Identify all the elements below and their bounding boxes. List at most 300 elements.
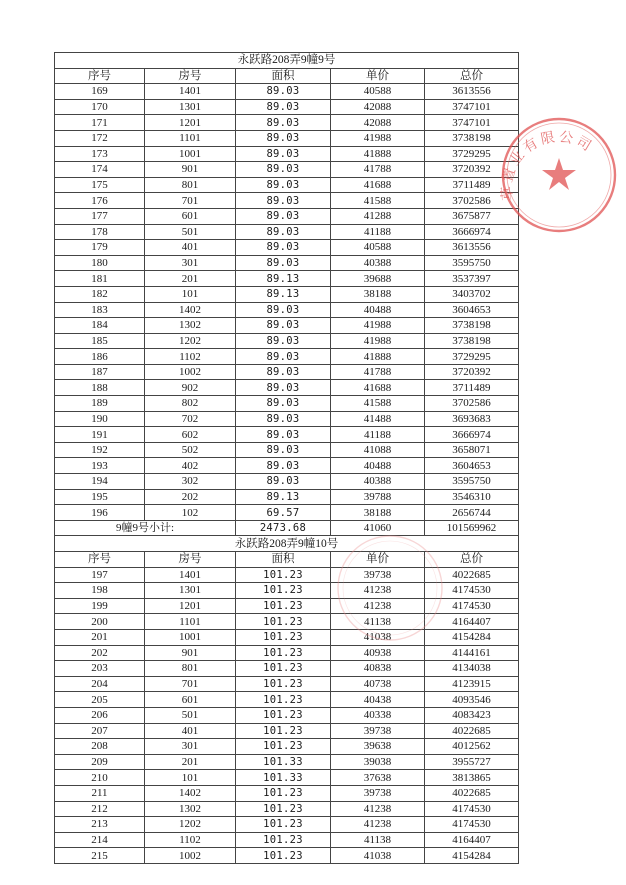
table-cell: 101.23: [236, 676, 331, 692]
table-row: [55, 474, 519, 490]
table-cell: 3604653: [425, 458, 519, 474]
table-cell: 401: [145, 723, 236, 739]
table-cell: 89.03: [236, 333, 331, 349]
section-title: 永跃路208弄9幢10号: [55, 536, 519, 552]
table-cell: 202: [145, 489, 236, 505]
table-cell: 1101: [145, 614, 236, 630]
table-cell: 188: [55, 380, 145, 396]
table-cell: 89.03: [236, 177, 331, 193]
table-cell: 1002: [145, 848, 236, 864]
table-cell: 902: [145, 380, 236, 396]
table-cell: 200: [55, 614, 145, 630]
table-cell: 301: [145, 255, 236, 271]
table-cell: 4154284: [425, 848, 519, 864]
table-cell: 1402: [145, 785, 236, 801]
table-cell: 89.03: [236, 442, 331, 458]
table-cell: 4134038: [425, 661, 519, 677]
table-cell: 3403702: [425, 286, 519, 302]
table-cell: 89.03: [236, 162, 331, 178]
table-cell: 89.03: [236, 193, 331, 209]
table-cell: 101.33: [236, 770, 331, 786]
table-cell: 175: [55, 177, 145, 193]
column-header: 房号: [145, 552, 236, 568]
table-cell: 1301: [145, 583, 236, 599]
table-row: [55, 84, 519, 100]
table-cell: 102: [145, 505, 236, 521]
table-cell: 202: [55, 645, 145, 661]
table-cell: 901: [145, 162, 236, 178]
table-cell: 501: [145, 224, 236, 240]
subtotal-total: 101569962: [425, 520, 519, 536]
table-cell: 41038: [331, 848, 425, 864]
section-title-row: [55, 536, 519, 552]
table-cell: 178: [55, 224, 145, 240]
table-cell: 701: [145, 193, 236, 209]
table-cell: 101.23: [236, 645, 331, 661]
table-cell: 1402: [145, 302, 236, 318]
table-cell: 302: [145, 474, 236, 490]
table-cell: 189: [55, 396, 145, 412]
column-header: 总价: [425, 68, 519, 84]
table-cell: 41788: [331, 364, 425, 380]
table-row: [55, 661, 519, 677]
seal-text-path: 草置业有限公司: [499, 129, 597, 201]
table-cell: 402: [145, 458, 236, 474]
table-cell: 101.23: [236, 629, 331, 645]
table-cell: 194: [55, 474, 145, 490]
header-row: [55, 68, 519, 84]
table-cell: 182: [55, 286, 145, 302]
table-row: [55, 333, 519, 349]
table-cell: 193: [55, 458, 145, 474]
table-cell: 101.23: [236, 692, 331, 708]
table-cell: 41688: [331, 380, 425, 396]
table-cell: 212: [55, 801, 145, 817]
section-title-row: [55, 53, 519, 69]
table-row: [55, 489, 519, 505]
table-cell: 215: [55, 848, 145, 864]
table-row: [55, 739, 519, 755]
table-cell: 101.23: [236, 567, 331, 583]
table-cell: 101.23: [236, 848, 331, 864]
table-cell: 41588: [331, 193, 425, 209]
table-row: [55, 598, 519, 614]
table-cell: 101.23: [236, 785, 331, 801]
table-cell: 101.23: [236, 614, 331, 630]
table-cell: 901: [145, 645, 236, 661]
table-row: [55, 318, 519, 334]
table-cell: 208: [55, 739, 145, 755]
table-cell: 37638: [331, 770, 425, 786]
column-header: 面积: [236, 68, 331, 84]
table-cell: 602: [145, 427, 236, 443]
table-cell: 4093546: [425, 692, 519, 708]
price-table: [54, 52, 519, 864]
table-cell: 3747101: [425, 99, 519, 115]
table-row: [55, 177, 519, 193]
table-cell: 41988: [331, 130, 425, 146]
table-cell: 3738198: [425, 318, 519, 334]
table-row: [55, 286, 519, 302]
table-cell: 501: [145, 707, 236, 723]
table-row: [55, 193, 519, 209]
table-cell: 3711489: [425, 177, 519, 193]
table-row: [55, 817, 519, 833]
table-cell: 187: [55, 364, 145, 380]
table-cell: 183: [55, 302, 145, 318]
table-cell: 42088: [331, 99, 425, 115]
table-cell: 210: [55, 770, 145, 786]
table-cell: 3666974: [425, 224, 519, 240]
table-cell: 89.03: [236, 130, 331, 146]
table-cell: 39738: [331, 785, 425, 801]
star-icon: [542, 158, 576, 190]
table-cell: 89.03: [236, 255, 331, 271]
table-cell: 39688: [331, 271, 425, 287]
table-cell: 3693683: [425, 411, 519, 427]
table-cell: 101.23: [236, 832, 331, 848]
table-cell: 186: [55, 349, 145, 365]
table-cell: 204: [55, 676, 145, 692]
table-cell: 1302: [145, 801, 236, 817]
column-header: 面积: [236, 552, 331, 568]
table-cell: 40588: [331, 240, 425, 256]
table-cell: 41488: [331, 411, 425, 427]
table-cell: 41588: [331, 396, 425, 412]
table-cell: 201: [145, 754, 236, 770]
table-cell: 203: [55, 661, 145, 677]
table-cell: 89.03: [236, 474, 331, 490]
table-cell: 41138: [331, 832, 425, 848]
subtotal-price: 41060: [331, 520, 425, 536]
table-cell: 41188: [331, 224, 425, 240]
table-cell: 39738: [331, 723, 425, 739]
table-cell: 41888: [331, 146, 425, 162]
table-row: [55, 396, 519, 412]
table-cell: 89.03: [236, 99, 331, 115]
table-cell: 39638: [331, 739, 425, 755]
table-row: [55, 629, 519, 645]
table-cell: 172: [55, 130, 145, 146]
table-cell: 101.23: [236, 723, 331, 739]
table-cell: 198: [55, 583, 145, 599]
table-cell: 207: [55, 723, 145, 739]
table-cell: 4022685: [425, 567, 519, 583]
table-cell: 41988: [331, 318, 425, 334]
section-title: 永跃路208弄9幢9号: [55, 53, 519, 69]
table-cell: 89.03: [236, 115, 331, 131]
table-cell: 3604653: [425, 302, 519, 318]
table-row: [55, 583, 519, 599]
table-cell: 40588: [331, 84, 425, 100]
table-row: [55, 723, 519, 739]
table-cell: 1201: [145, 115, 236, 131]
table-cell: 171: [55, 115, 145, 131]
table-row: [55, 458, 519, 474]
table-row: [55, 302, 519, 318]
table-cell: 89.03: [236, 208, 331, 224]
table-cell: 191: [55, 427, 145, 443]
table-cell: 1001: [145, 146, 236, 162]
table-row: [55, 240, 519, 256]
table-cell: 40438: [331, 692, 425, 708]
table-cell: 3738198: [425, 333, 519, 349]
table-cell: 1102: [145, 349, 236, 365]
table-cell: 101.23: [236, 801, 331, 817]
table-row: [55, 255, 519, 271]
table-row: [55, 208, 519, 224]
table-cell: 1101: [145, 130, 236, 146]
table-cell: 177: [55, 208, 145, 224]
table-cell: 89.13: [236, 271, 331, 287]
table-cell: 1001: [145, 629, 236, 645]
table-cell: 41088: [331, 442, 425, 458]
table-cell: 39738: [331, 567, 425, 583]
table-cell: 205: [55, 692, 145, 708]
table-row: [55, 754, 519, 770]
table-cell: 101.23: [236, 661, 331, 677]
table-cell: 185: [55, 333, 145, 349]
table-cell: 41888: [331, 349, 425, 365]
table-row: [55, 785, 519, 801]
table-cell: 39788: [331, 489, 425, 505]
table-row: [55, 832, 519, 848]
table-cell: 201: [145, 271, 236, 287]
table-cell: 69.57: [236, 505, 331, 521]
header-row: [55, 552, 519, 568]
table-cell: 89.03: [236, 349, 331, 365]
table-cell: 4123915: [425, 676, 519, 692]
table-cell: 4083423: [425, 707, 519, 723]
table-cell: 3658071: [425, 442, 519, 458]
table-cell: 40388: [331, 255, 425, 271]
table-cell: 2656744: [425, 505, 519, 521]
table-cell: 4022685: [425, 723, 519, 739]
table-cell: 40738: [331, 676, 425, 692]
table-cell: 3537397: [425, 271, 519, 287]
table-cell: 101.33: [236, 754, 331, 770]
table-cell: 3738198: [425, 130, 519, 146]
table-row: [55, 614, 519, 630]
subtotal-row: [55, 520, 519, 536]
table-cell: 101.23: [236, 817, 331, 833]
table-cell: 3666974: [425, 427, 519, 443]
table-cell: 1201: [145, 598, 236, 614]
table-cell: 4164407: [425, 614, 519, 630]
table-row: [55, 115, 519, 131]
table-cell: 89.03: [236, 380, 331, 396]
table-cell: 174: [55, 162, 145, 178]
table-cell: 38188: [331, 286, 425, 302]
table-cell: 801: [145, 177, 236, 193]
table-cell: 3720392: [425, 162, 519, 178]
table-row: [55, 707, 519, 723]
table-cell: 802: [145, 396, 236, 412]
table-cell: 101: [145, 286, 236, 302]
table-row: [55, 770, 519, 786]
table-cell: 40838: [331, 661, 425, 677]
table-cell: 89.03: [236, 146, 331, 162]
table-cell: 214: [55, 832, 145, 848]
table-cell: 169: [55, 84, 145, 100]
subtotal-label: 9幢9号小计:: [55, 520, 236, 536]
table-cell: 3675877: [425, 208, 519, 224]
table-cell: 3955727: [425, 754, 519, 770]
table-cell: 601: [145, 208, 236, 224]
table-cell: 701: [145, 676, 236, 692]
table-cell: 181: [55, 271, 145, 287]
table-cell: 184: [55, 318, 145, 334]
column-header: 总价: [425, 552, 519, 568]
table-row: [55, 162, 519, 178]
table-cell: 4174530: [425, 598, 519, 614]
table-cell: 180: [55, 255, 145, 271]
table-row: [55, 349, 519, 365]
table-cell: 301: [145, 739, 236, 755]
table-row: [55, 692, 519, 708]
table-cell: 41238: [331, 583, 425, 599]
table-cell: 4174530: [425, 583, 519, 599]
table-row: [55, 380, 519, 396]
table-cell: 801: [145, 661, 236, 677]
table-row: [55, 99, 519, 115]
table-row: [55, 505, 519, 521]
column-header: 单价: [331, 552, 425, 568]
table-row: [55, 146, 519, 162]
table-cell: 41238: [331, 598, 425, 614]
table-cell: 601: [145, 692, 236, 708]
table-cell: 41288: [331, 208, 425, 224]
table-cell: 211: [55, 785, 145, 801]
table-cell: 173: [55, 146, 145, 162]
table-row: [55, 411, 519, 427]
table-row: [55, 848, 519, 864]
table-cell: 4154284: [425, 629, 519, 645]
table-row: [55, 676, 519, 692]
table-cell: 89.03: [236, 318, 331, 334]
table-cell: 89.03: [236, 84, 331, 100]
table-cell: 3813865: [425, 770, 519, 786]
table-cell: 1202: [145, 333, 236, 349]
table-cell: 4174530: [425, 817, 519, 833]
table-cell: 702: [145, 411, 236, 427]
table-cell: 197: [55, 567, 145, 583]
table-cell: 41988: [331, 333, 425, 349]
table-cell: 89.03: [236, 224, 331, 240]
table-cell: 192: [55, 442, 145, 458]
table-cell: 101.23: [236, 707, 331, 723]
table-cell: 195: [55, 489, 145, 505]
table-cell: 1301: [145, 99, 236, 115]
subtotal-area: 2473.68: [236, 520, 331, 536]
table-cell: 89.03: [236, 364, 331, 380]
table-cell: 502: [145, 442, 236, 458]
table-cell: 89.03: [236, 411, 331, 427]
table-cell: 40488: [331, 302, 425, 318]
table-cell: 89.03: [236, 396, 331, 412]
table-cell: 101.23: [236, 598, 331, 614]
table-cell: 3613556: [425, 240, 519, 256]
table-cell: 170: [55, 99, 145, 115]
table-cell: 3595750: [425, 474, 519, 490]
table-cell: 1002: [145, 364, 236, 380]
table-cell: 4164407: [425, 832, 519, 848]
table-row: [55, 271, 519, 287]
table-cell: 3595750: [425, 255, 519, 271]
table-cell: 179: [55, 240, 145, 256]
table-cell: 41688: [331, 177, 425, 193]
table-cell: 41188: [331, 427, 425, 443]
table-row: [55, 130, 519, 146]
table-cell: 41138: [331, 614, 425, 630]
table-cell: 101.23: [236, 739, 331, 755]
table-row: [55, 801, 519, 817]
table-cell: 190: [55, 411, 145, 427]
table-cell: 40388: [331, 474, 425, 490]
table-cell: 40488: [331, 458, 425, 474]
table-cell: 40338: [331, 707, 425, 723]
table-cell: 3702586: [425, 193, 519, 209]
column-header: 序号: [55, 552, 145, 568]
table-cell: 3711489: [425, 380, 519, 396]
table-row: [55, 427, 519, 443]
table-cell: 101: [145, 770, 236, 786]
table-cell: 196: [55, 505, 145, 521]
table-cell: 42088: [331, 115, 425, 131]
table-cell: 3546310: [425, 489, 519, 505]
table-cell: 3613556: [425, 84, 519, 100]
table-cell: 3702586: [425, 396, 519, 412]
table-cell: 41038: [331, 629, 425, 645]
table-cell: 201: [55, 629, 145, 645]
table-cell: 41238: [331, 817, 425, 833]
column-header: 单价: [331, 68, 425, 84]
table-row: [55, 567, 519, 583]
table-cell: 3747101: [425, 115, 519, 131]
table-cell: 39038: [331, 754, 425, 770]
table-row: [55, 442, 519, 458]
table-row: [55, 645, 519, 661]
table-cell: 199: [55, 598, 145, 614]
table-cell: 38188: [331, 505, 425, 521]
table-cell: 4012562: [425, 739, 519, 755]
table-cell: 41788: [331, 162, 425, 178]
table-cell: 4174530: [425, 801, 519, 817]
table-cell: 401: [145, 240, 236, 256]
table-cell: 89.13: [236, 286, 331, 302]
table-cell: 101.23: [236, 583, 331, 599]
table-cell: 1302: [145, 318, 236, 334]
table-cell: 1102: [145, 832, 236, 848]
table-row: [55, 364, 519, 380]
table-cell: 41238: [331, 801, 425, 817]
table-cell: 3729295: [425, 146, 519, 162]
table-cell: 89.03: [236, 240, 331, 256]
table-cell: 4144161: [425, 645, 519, 661]
table-cell: 206: [55, 707, 145, 723]
table-cell: 1401: [145, 567, 236, 583]
column-header: 房号: [145, 68, 236, 84]
table-cell: 176: [55, 193, 145, 209]
table-cell: 89.03: [236, 458, 331, 474]
table-cell: 89.13: [236, 489, 331, 505]
table-cell: 3720392: [425, 364, 519, 380]
table-cell: 89.03: [236, 302, 331, 318]
table-cell: 1202: [145, 817, 236, 833]
table-cell: 4022685: [425, 785, 519, 801]
table-cell: 209: [55, 754, 145, 770]
table-cell: 1401: [145, 84, 236, 100]
